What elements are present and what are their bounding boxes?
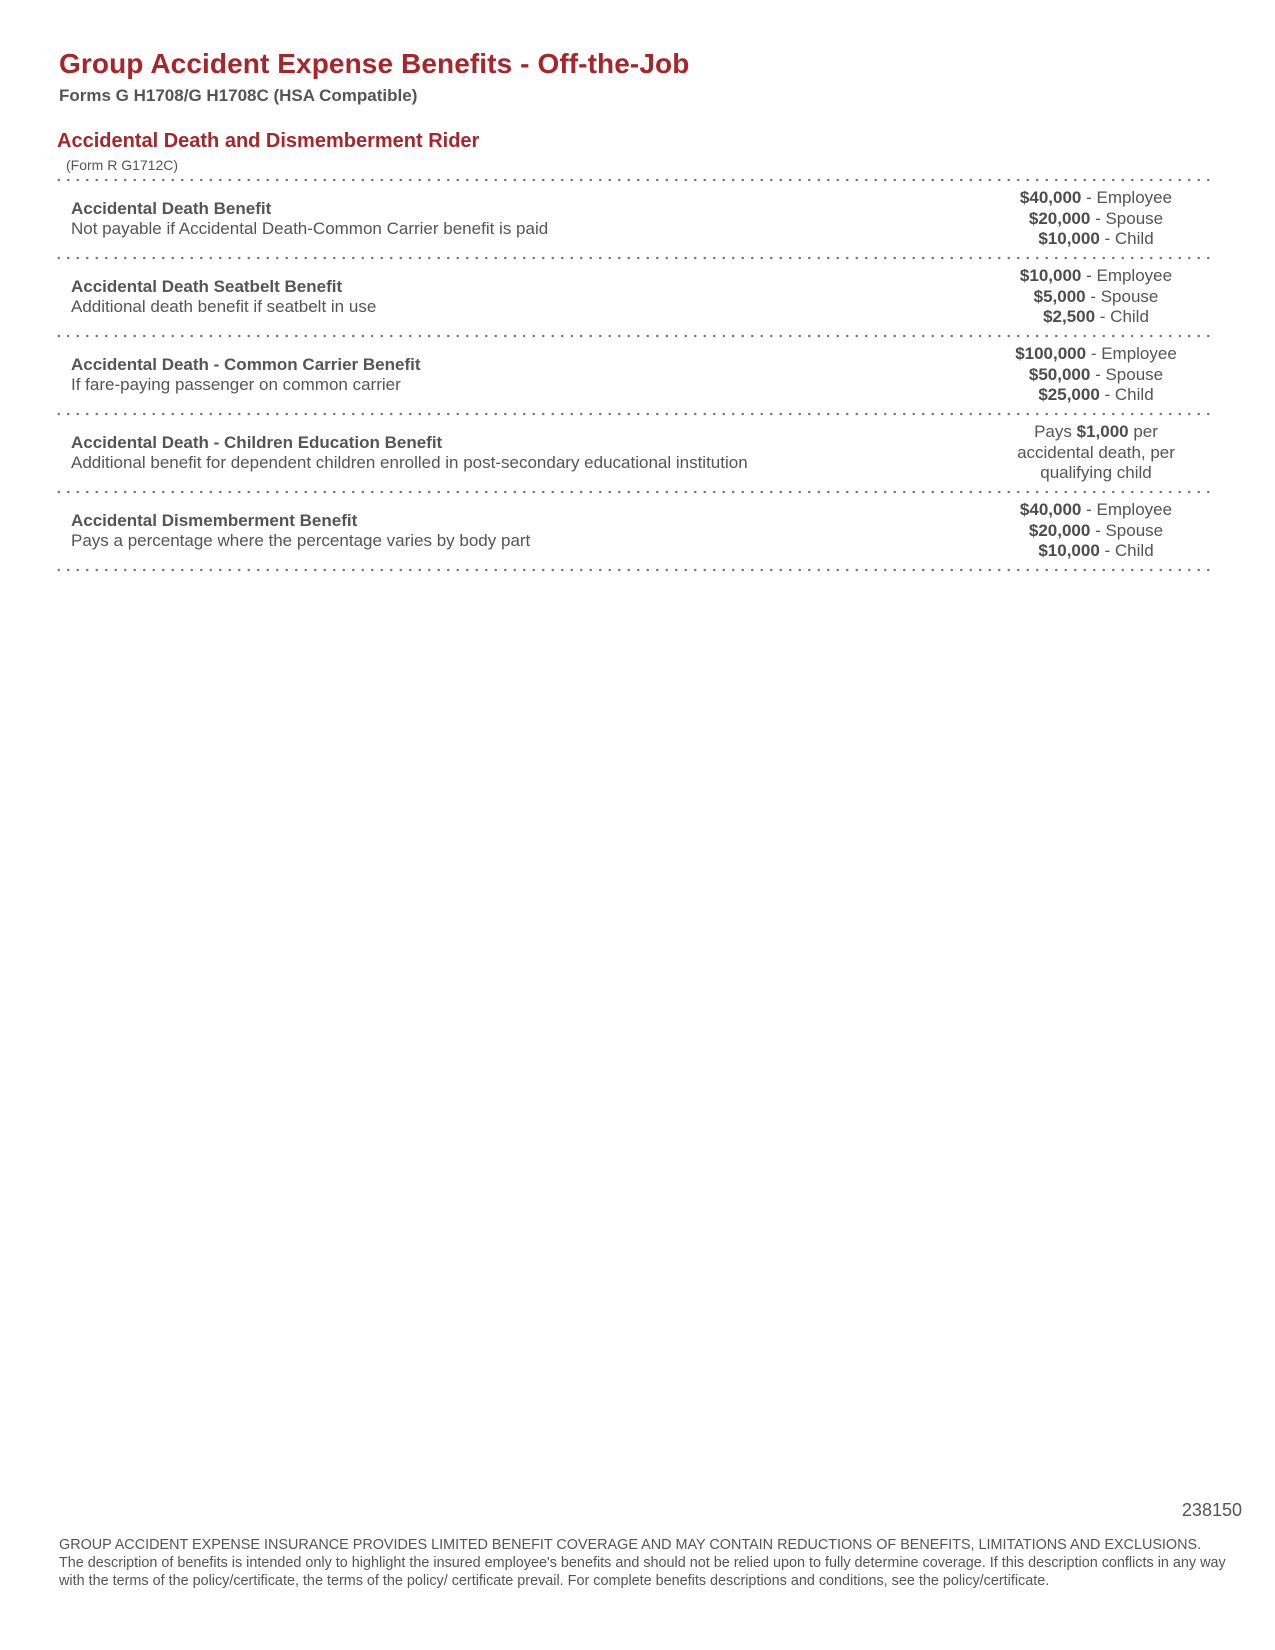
form-number: 238150 [1181, 1500, 1242, 1520]
page-title: Group Accident Expense Benefits - Off-the-Job [59, 48, 690, 79]
benefit-description: If fare-paying passenger on common carrier [71, 375, 401, 394]
amount-label: - Spouse [1090, 208, 1164, 228]
benefit-name: Accidental Death Seatbelt Benefit [71, 277, 343, 296]
amount-per-child: $1,000 [1076, 422, 1129, 442]
benefit-description: Pays a percentage where the percentage varies by body part [71, 531, 531, 550]
benefit-description: Not payable if Accidental Death-Common Carrier benefit is paid [71, 219, 549, 238]
value-prefix: Pays [1034, 422, 1077, 442]
disclaimer-text: GROUP ACCIDENT EXPENSE INSURANCE PROVIDES LIMITED BENEFIT COVERAGE AND MAY CONTAIN REDUCTIONS OF BENEFITS, LIMITATIONS AND EXCLUSIONS. The description of benefits is intended only to highlight the insured employee's benefits and should not be relied upon to fully determine coverage. If this description conflicts in any way with the terms of the policy/certificate, the terms of the policy/ certificate prevail. For complete benefits descriptions and conditions, see the policy/certificate. [59, 1537, 1226, 1589]
benefit-amounts [986, 188, 1206, 250]
benefit-row-dismemberment [54, 494, 1214, 568]
value-line: qualifying child [1040, 463, 1152, 483]
benefit-row-common-carrier [54, 338, 1214, 412]
amount-child: $2,500 [1043, 307, 1096, 327]
page-subtitle: Forms G H1708/G H1708C (HSA Compatible) [59, 86, 418, 105]
value-suffix: per [1128, 422, 1158, 442]
section-form-number: (Form R G1712C) [66, 157, 179, 173]
section-title: Accidental Death and Dismemberment Rider [57, 130, 480, 152]
amount-child: $10,000 [1038, 229, 1100, 249]
amount-label: - Spouse [1090, 364, 1164, 384]
benefit-description: Additional benefit for dependent children enrolled in post-secondary educational institution [71, 453, 748, 472]
amount-label: - Child [1099, 541, 1154, 561]
benefits-table [54, 178, 1214, 572]
amount-label: - Employee [1081, 266, 1173, 286]
benefit-name: Accidental Dismemberment Benefit [71, 511, 358, 530]
amount-label: - Child [1099, 229, 1154, 249]
benefit-name: Accidental Death - Common Carrier Benefit [71, 355, 421, 374]
amount-spouse: $20,000 [1028, 520, 1091, 540]
benefit-amounts [986, 500, 1206, 562]
amount-label: - Employee [1086, 344, 1177, 364]
benefit-row-children-education [54, 416, 1214, 490]
dotted-divider [54, 568, 1214, 572]
amount-label: - Child [1095, 307, 1149, 327]
amount-label: - Child [1099, 385, 1154, 405]
amount-spouse: $50,000 [1028, 364, 1091, 384]
amount-employee: $40,000 [1019, 500, 1082, 520]
benefit-amounts [986, 422, 1206, 484]
amount-spouse: $5,000 [1033, 286, 1086, 306]
amount-label: - Employee [1081, 188, 1173, 208]
amount-employee: $100,000 [1015, 344, 1087, 364]
amount-employee: $10,000 [1019, 266, 1082, 286]
amount-child: $10,000 [1038, 541, 1100, 561]
benefit-name: Accidental Death Benefit [71, 199, 272, 218]
benefit-amounts [986, 344, 1206, 406]
amount-child: $25,000 [1038, 385, 1100, 405]
amount-label: - Employee [1081, 500, 1173, 520]
benefit-amounts [986, 266, 1206, 328]
amount-spouse: $20,000 [1028, 208, 1091, 228]
amount-employee: $40,000 [1019, 188, 1082, 208]
benefit-row-accidental-death [54, 182, 1214, 256]
value-line: accidental death, per [1017, 442, 1175, 462]
benefit-description: Additional death benefit if seatbelt in use [71, 297, 377, 316]
benefit-name: Accidental Death - Children Education Benefit [71, 433, 443, 452]
benefit-row-seatbelt [54, 260, 1214, 334]
amount-label: - Spouse [1090, 520, 1164, 540]
amount-label: - Spouse [1085, 286, 1159, 306]
